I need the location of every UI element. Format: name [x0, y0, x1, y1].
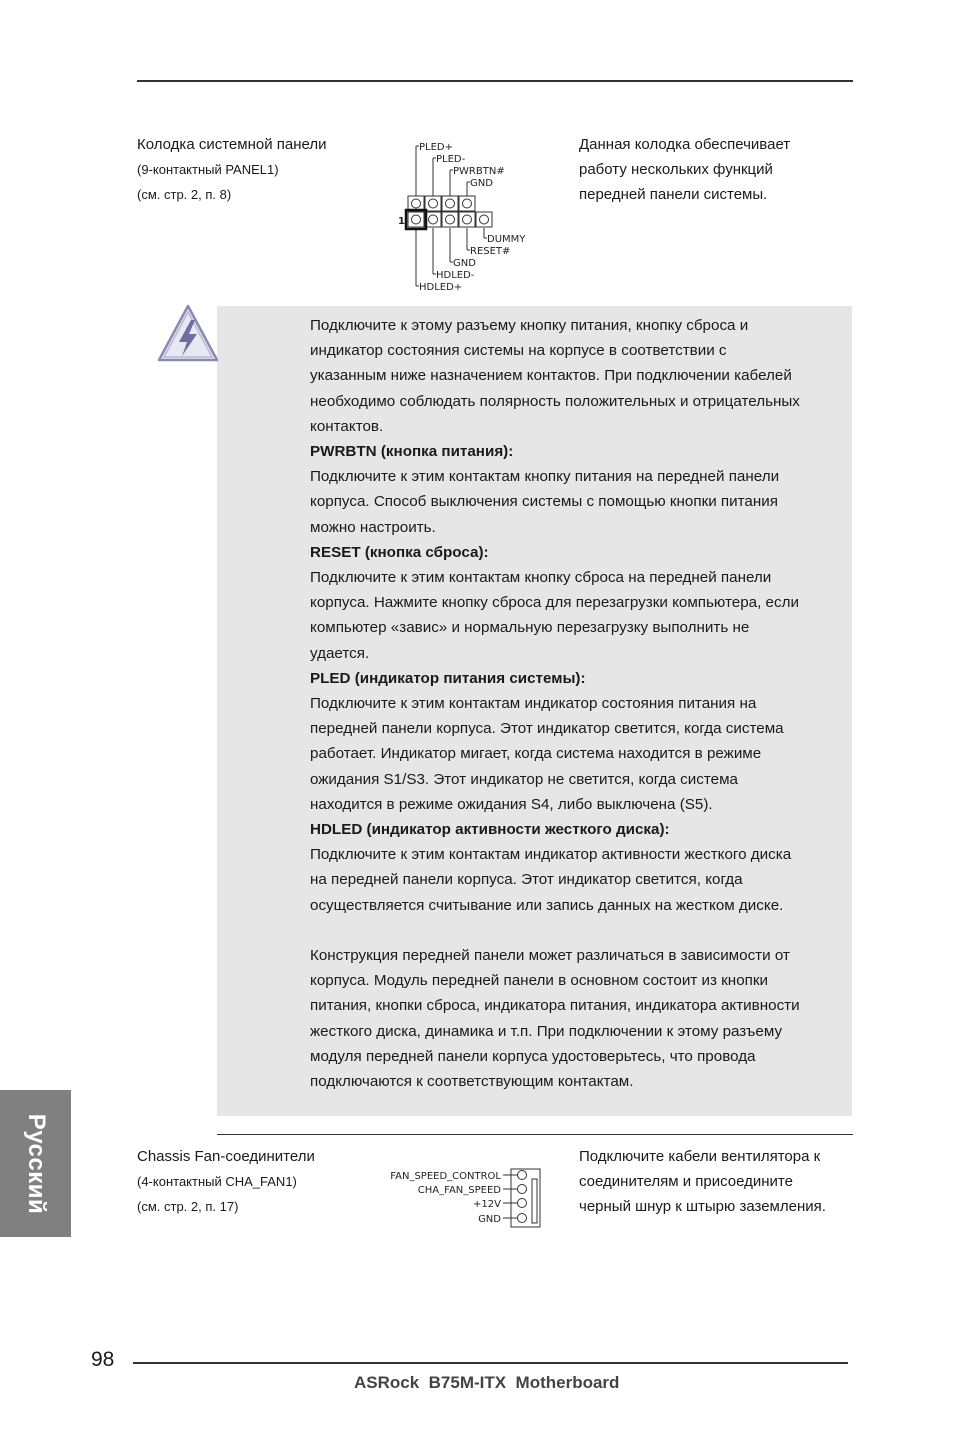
label-dummy: DUMMY — [487, 234, 526, 245]
page-number: 98 — [91, 1348, 115, 1371]
header-rule — [137, 80, 853, 82]
pled-heading: PLED (индикатор питания системы): — [310, 669, 586, 687]
label-pled-plus: PLED+ — [419, 142, 453, 153]
label-pled-minus: PLED- — [436, 154, 466, 165]
label-gnd-top: GND — [470, 178, 493, 189]
label-gnd-bottom: GND — [453, 258, 476, 269]
label-pwrbtn: PWRBTN# — [453, 166, 505, 177]
panel-description: Данная колодка обеспечивает работу нескольких функций передней панели системы. — [579, 136, 791, 203]
cha-fan1-pinout-diagram — [372, 1165, 544, 1231]
section-rule — [217, 1134, 853, 1135]
hdled-heading: HDLED (индикатор активности жесткого диска): — [310, 821, 670, 839]
fan-title: Chassis Fan-соединители — [137, 1148, 315, 1165]
label-gnd: GND — [478, 1214, 501, 1225]
fan-description: Подключите кабели вентилятора к соединителям и присоедините черный шнур к штырю заземления. — [579, 1148, 826, 1215]
panel-sub1: (9-контактный PANEL1) — [137, 162, 279, 177]
footer-product: ASRock B75M-ITX Motherboard — [354, 1373, 620, 1392]
fan-sub2: (см. стр. 2, п. 17) — [137, 1199, 239, 1214]
label-fan-speed-control: FAN_SPEED_CONTROL — [390, 1171, 501, 1182]
panel-sub2: (см. стр. 2, п. 8) — [137, 187, 232, 202]
fan-sub1: (4-контактный CHA_FAN1) — [137, 1174, 297, 1189]
panel-title: Колодка системной панели — [137, 136, 327, 153]
pwrbtn-heading: PWRBTN (кнопка питания): — [310, 443, 514, 461]
label-reset: RESET# — [470, 246, 511, 257]
label-12v: +12V — [473, 1199, 501, 1210]
panel1-pinout-diagram — [395, 138, 535, 294]
label-hdled-plus: HDLED+ — [419, 282, 463, 293]
label-cha-fan-speed: CHA_FAN_SPEED — [417, 1185, 501, 1196]
language-label: Русский — [22, 1113, 50, 1214]
warning-lightning-icon — [157, 304, 219, 362]
pin1-label: 1 — [398, 216, 405, 227]
footer-rule — [133, 1362, 848, 1364]
label-hdled-minus: HDLED- — [436, 270, 475, 281]
language-side-tab — [0, 1090, 71, 1237]
note-text: Подключите к этому разъему кнопку питания, кнопку сброса и индикатор состояния системы на корпусе в соответствии с указанным ниже назначением контактов. При подключении кабелей необходимо соблюдать полярность положительных и отрицательных контактов. PWRBTN (кнопка питания): Подключите к этим контактам кнопку питания на передней панели корпуса. Способ выключения системы с помощью кнопки питания можно настроить. RESET (кнопка сброса): Подключите к этим контактам кнопку сброса на передней панели корпуса. Нажмите кнопку сброса для перезагрузки компьютера, если компьютер «завис» и нормальную перезагрузку выполнить не удается. PLED (индикатор питания системы): Подключите к этим контактам индикатор состояния питания на передней панели корпуса. Этот индикатор светится, когда система работает. Индикатор мигает, когда система находится в режиме ожидания S1/S3. Этот индикатор не светится, когда система находится в режиме ожидания S4, либо выключена (S5). HDLED (индикатор активности жесткого диска): Подключите к этим контактам индикатор активности жесткого диска на передней панели корпуса. Этот индикатор светится, когда осуществляется считывание или запись данных на жестком диске. Конструкция передней панели может различаться в зависимости от корпуса. Модуль передней панели в основном состоит из кнопки питания, кнопки сброса, индикатора питания, индикатора активности жесткого диска, динамика и т.п. При подключении к этому разъему модуля передней панели корпуса удостоверьтесь, что провода подключаются к соответствующим контактам. — [310, 317, 800, 1091]
reset-heading: RESET (кнопка сброса): — [310, 543, 489, 561]
